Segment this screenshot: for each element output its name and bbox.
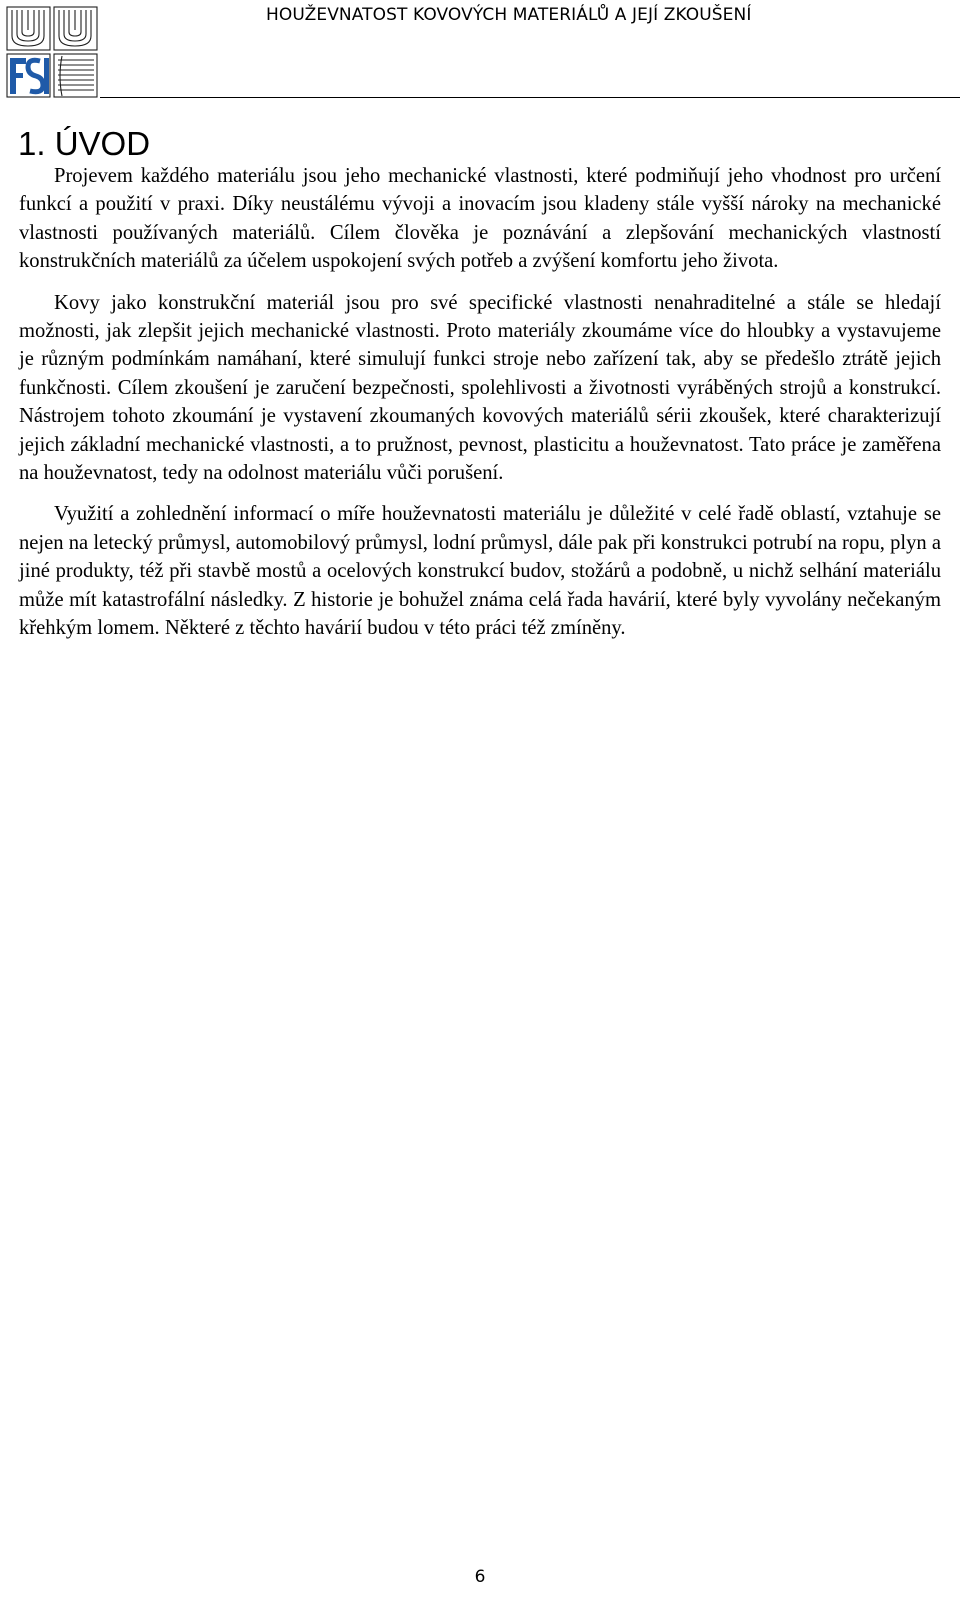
- header-rule: [100, 97, 960, 98]
- paragraph: Kovy jako konstrukční materiál jsou pro své specifické vlastnosti nenahraditelné a stále se hledají možnosti, jak zlepšit jejich mechanické vlastnosti. Proto materiály zkoumáme více do hloubky a vystavujeme je různým podmínkám namáhaní, které simulují funkci stroje nebo zařízení tak, aby se předešlo ztrátě jejich funkčnosti. Cílem zkoušení je zaručení bezpečnosti, spolehlivosti a životnosti vyráběných strojů a konstrukcí. Nástrojem tohoto zkoumání je vystavení zkoumaných kovových materiálů sérii zkoušek, které charakterizují jejich základní mechanické vlastnosti, a to pružnost, pevnost, plasticitu a houževnatost. Tato práce je zaměřena na houževnatost, tedy na odolnost materiálu vůči porušení.: [19, 291, 941, 485]
- fsi-logo-icon: [6, 6, 98, 98]
- page-header: [0, 0, 960, 100]
- page-number: 6: [474, 1567, 486, 1587]
- chapter-title: 1. ÚVOD: [18, 125, 151, 162]
- running-title: HOUŽEVNATOST KOVOVÝCH MATERIÁLŮ A JEJÍ ZKOUŠENÍ: [266, 5, 752, 25]
- body-text: [19, 162, 941, 656]
- paragraph: Využití a zohlednění informací o míře houževnatosti materiálu je důležité v celé řadě oblastí, vztahuje se nejen na letecký průmysl, automobilový průmysl, lodní průmysl, dále pak při konstrukci potrubí na ropu, plyn a jiné produkty, též při stavbě mostů a ocelových konstrukcí budov, stožárů a podobně, u nichž selhání materiálu může mít katastrofální následky. Z historie je bohužel známa celá řada havárií, které byly vyvolány nečekaným křehkým lomem. Některé z těchto havárií budou v této práci též zmíněny.: [19, 503, 941, 640]
- paragraph: Projevem každého materiálu jsou jeho mechanické vlastnosti, které podmiňují jeho vhodnost pro určení funkcí a použití v praxi. Díky neustálému vývoji a inovacím jsou kladeny stále vyšší nároky na mechanické vlastnosti používaných materiálů. Cílem člověka je poznávání a zlepšování mechanických vlastností konstrukčních materiálů za účelem uspokojení svých potřeb a zvýšení komfortu jeho života.: [19, 165, 941, 273]
